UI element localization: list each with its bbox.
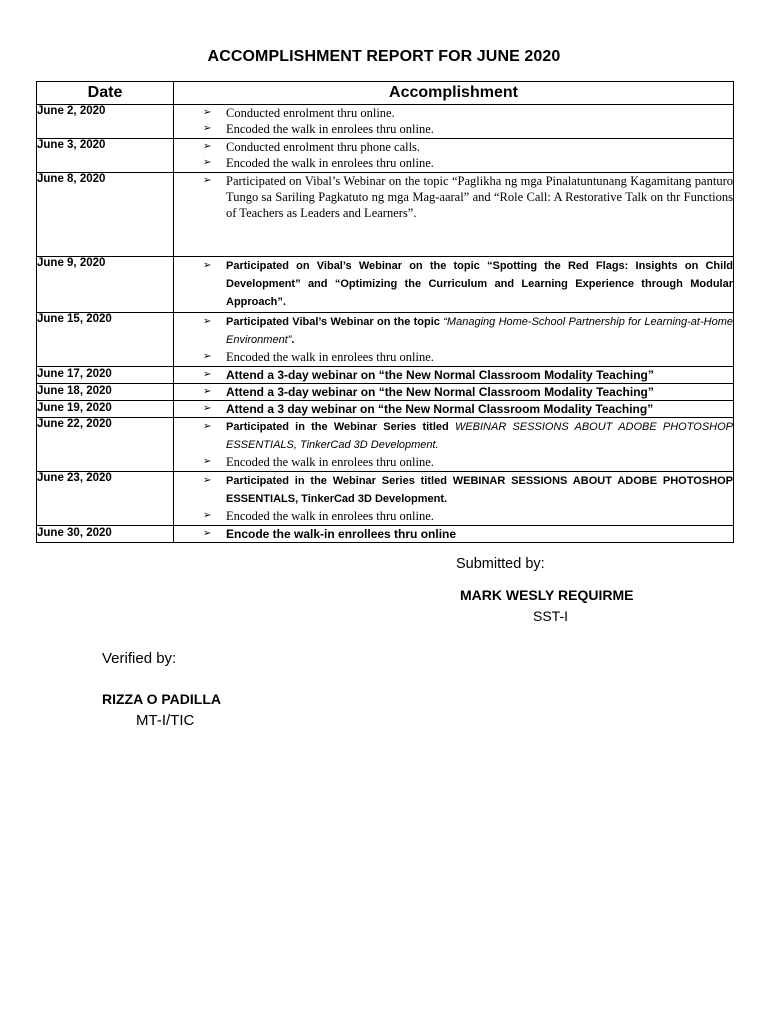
submitter-position: SST-I — [533, 608, 569, 624]
row-date: June 18, 2020 — [37, 384, 174, 401]
row-date: June 30, 2020 — [37, 526, 174, 543]
row-date: June 17, 2020 — [37, 367, 174, 384]
list-item: ➢ Participated on Vibal’s Webinar on the topic “Spotting the Red Flags: Insights on Child Development” and “Optimizing the Curriculum and Learning Experience through Modular Approach”. — [174, 257, 733, 311]
row-date: June 15, 2020 — [37, 313, 174, 367]
list-item: ➢ Attend a 3-day webinar on “the New Normal Classroom Modality Teaching” — [203, 368, 654, 382]
list-item: ➢ Participated in the Webinar Series titled WEBINAR SESSIONS ABOUT ADOBE PHOTOSHOP ESSENTIALS, TinkerCad 3D Development. — [174, 418, 733, 454]
verified-by-label: Verified by: — [102, 650, 177, 667]
submitter-name: MARK WESLY REQUIRME — [460, 587, 634, 603]
list-item: ➢ Attend a 3-day webinar on “the New Normal Classroom Modality Teaching” — [203, 385, 654, 399]
list-item: ➢ Encoded the walk in enrolees thru online. — [203, 455, 434, 469]
list-item: ➢ Encoded the walk in enrolees thru online. — [203, 509, 434, 523]
arrow-bullet-icon: ➢ — [203, 369, 212, 380]
arrow-bullet-icon: ➢ — [203, 386, 212, 397]
list-item: ➢ Encode the walk-in enrollees thru online — [203, 527, 457, 541]
table-row — [37, 105, 734, 139]
table-header-row — [37, 82, 734, 105]
arrow-bullet-icon: ➢ — [203, 123, 212, 134]
list-item: ➢ Conducted enrolment thru online. — [203, 106, 395, 120]
row-date: June 8, 2020 — [37, 173, 174, 257]
table-row — [37, 526, 734, 543]
submitted-by-label: Submitted by: — [456, 556, 545, 572]
list-item: ➢ Encoded the walk in enrolees thru online. — [203, 122, 434, 136]
list-item: ➢ Participated on Vibal’s Webinar on the topic “Paglikha ng mga Pinalatuntunang Kagamitang panturo Tungo sa Sariling Pagkatuto ng mga Mag-aaral” and “Role Call: A Restorative Talk on thr Functions of Teachers as Leaders and Learners”. — [203, 174, 733, 220]
table-row — [37, 313, 734, 367]
table-row — [37, 367, 734, 384]
arrow-bullet-icon: ➢ — [203, 175, 212, 186]
list-item: ➢ Participated Vibal’s Webinar on the topic “Managing Home-School Partnership for Learning-at-Home Environment”. — [174, 313, 733, 349]
row-date: June 2, 2020 — [37, 105, 174, 139]
row-date: June 23, 2020 — [37, 472, 174, 526]
arrow-bullet-icon: ➢ — [203, 316, 212, 327]
arrow-bullet-icon: ➢ — [203, 456, 212, 467]
list-item: ➢ Attend a 3 day webinar on “the New Normal Classroom Modality Teaching” — [203, 402, 654, 416]
accomplishment-column-header: Accomplishment — [174, 82, 734, 105]
arrow-bullet-icon: ➢ — [203, 141, 212, 152]
table-row — [37, 418, 734, 472]
table-row — [37, 257, 734, 313]
table-row — [37, 384, 734, 401]
table-row — [37, 139, 734, 173]
report-title: ACCOMPLISHMENT REPORT FOR JUNE 2020 — [207, 48, 561, 65]
table-row — [37, 472, 734, 526]
row-date: June 19, 2020 — [37, 401, 174, 418]
verifier-name: RIZZA O PADILLA — [102, 691, 221, 707]
arrow-bullet-icon: ➢ — [203, 260, 212, 271]
list-item: ➢ Encoded the walk in enrolees thru online. — [203, 350, 434, 364]
arrow-bullet-icon: ➢ — [203, 107, 212, 118]
date-column-header: Date — [37, 82, 174, 105]
verifier-position: MT-I/TIC — [136, 712, 195, 729]
arrow-bullet-icon: ➢ — [203, 510, 212, 521]
list-item: ➢ Conducted enrolment thru phone calls. — [203, 140, 421, 154]
row-date: June 9, 2020 — [37, 257, 174, 313]
arrow-bullet-icon: ➢ — [203, 528, 212, 539]
arrow-bullet-icon: ➢ — [203, 351, 212, 362]
table-row — [37, 401, 734, 418]
arrow-bullet-icon: ➢ — [203, 475, 212, 486]
table-row — [37, 173, 734, 257]
row-date: June 22, 2020 — [37, 418, 174, 472]
list-item: ➢ Participated in the Webinar Series titled WEBINAR SESSIONS ABOUT ADOBE PHOTOSHOP ESSENTIALS, TinkerCad 3D Development. — [174, 472, 733, 508]
accomplishment-table — [36, 81, 734, 543]
arrow-bullet-icon: ➢ — [203, 421, 212, 432]
arrow-bullet-icon: ➢ — [203, 403, 212, 414]
arrow-bullet-icon: ➢ — [203, 157, 212, 168]
list-item: ➢ Encoded the walk in enrolees thru online. — [203, 156, 434, 170]
row-date: June 3, 2020 — [37, 139, 174, 173]
